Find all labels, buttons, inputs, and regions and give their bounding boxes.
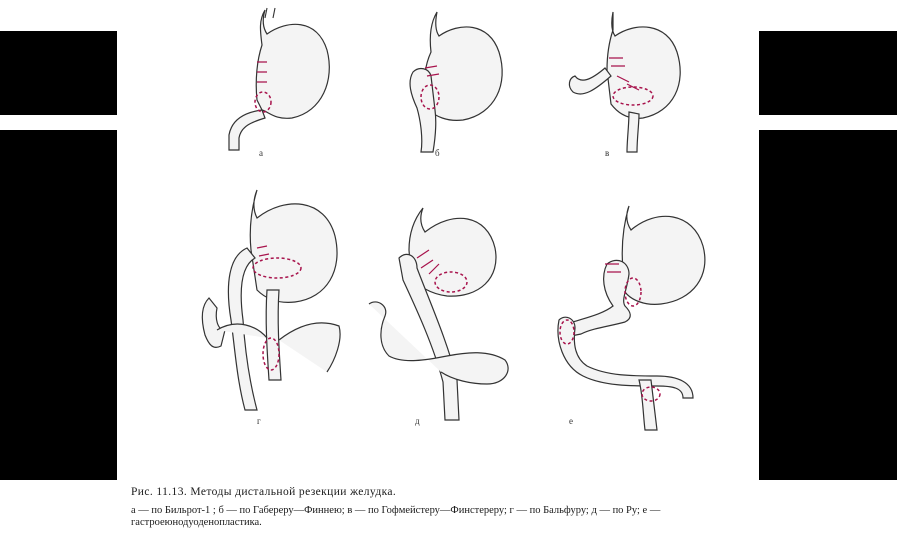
illustration-svg [117,0,759,480]
black-block-left-top [0,31,117,115]
panel-d-drawing [202,190,340,410]
panel-a-drawing [229,8,329,150]
panel-label-a: а [259,148,263,158]
surgical-illustration [117,0,759,480]
panel-label-c: в [605,148,610,158]
panel-c-drawing [569,12,680,152]
panel-f-drawing [558,206,705,430]
black-block-right-top [759,31,897,115]
panel-label-b: б [435,148,440,158]
black-block-left-bottom [0,130,117,480]
panel-label-d: г [257,416,261,426]
black-block-right-bottom [759,130,897,480]
panel-b-drawing [410,12,502,152]
figure-caption-title: Рис. 11.13. Методы дистальной резекции желудка. [131,486,397,498]
panel-label-e: д [415,416,420,426]
panel-label-f: е [569,416,573,426]
figure-caption-text: а — по Бильрот-1 ; б — по Габереру—Финнею; в — по Гофмейстеру—Финстереру; г — по Бальфуру; д — по Ру; е — гастроеюнодуоденопластика. [131,505,661,528]
panel-e-drawing [369,208,508,420]
